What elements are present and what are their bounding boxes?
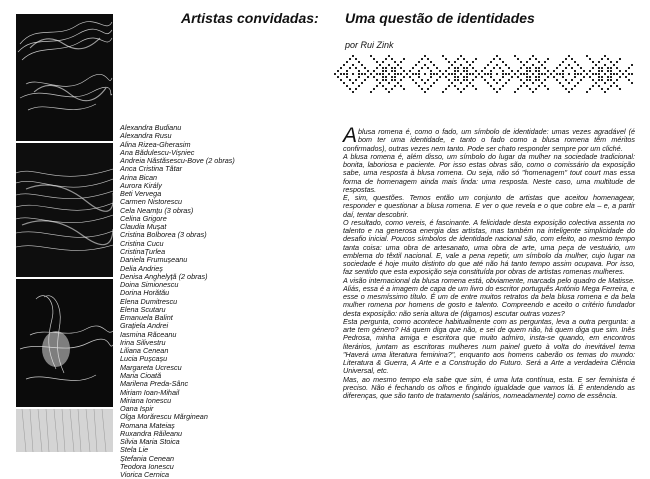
artist-name: Alexandra Budianu [120, 123, 182, 132]
artwork-image-4 [16, 409, 113, 452]
artist-name: Silvia Maria Stoica [120, 437, 180, 447]
article-body [343, 124, 635, 400]
artist-name: Doina Simionescu [120, 280, 179, 290]
artist-name: Emanuela Balint [120, 313, 173, 323]
artist-name: Maria Cioată [120, 370, 162, 380]
artist-name: Cristina Cucu [120, 238, 164, 248]
artist-name: Liliana Cenean [120, 346, 169, 356]
artwork-image-3 [16, 279, 113, 407]
artwork-thumbnails [16, 14, 113, 454]
artist-name: Marilena Preda-Sânc [120, 379, 189, 389]
artist-name: Alina Rizea-Gherasim [120, 139, 191, 149]
artist-name: Viorica Cernica [120, 470, 170, 479]
article-paragraph [343, 318, 635, 376]
artist-name: Anca Cristina Tătar [120, 164, 183, 174]
artist-name: Margareta Ucrescu [120, 362, 182, 372]
embroidery-pattern-image [334, 55, 634, 95]
artist-name: Lucia Pușcașu [120, 354, 168, 364]
article-byline: por Rui Zink [345, 40, 394, 50]
artist-name: Delia Andrieș [120, 263, 163, 273]
artist-name: Aurora Király [120, 180, 162, 190]
artist-name: Daniela Frumușeanu [120, 255, 188, 265]
paragraph-text: A visão internacional da blusa romena está, obviamente, marcada pelo quadro de Matisse. Aliás, essa é a imagem de capa de um livro do escritor português António Mega Ferreira, e esse o mesmíssimo título. É um de entre muitos retratos da bela blusa romena e da bela mulher romena por homens de gosto e talento. Compreendo e aceito o critério fundador desta exposição: não seria altura de (digamos) escutar outras vozes? [343, 275, 635, 318]
artist-name: Cela Neamțu (3 obras) [120, 205, 194, 215]
artist-name: Arina Bican [120, 172, 158, 182]
artist-name: Ana Bădulescu-Vișniec [120, 147, 195, 157]
artist-name: Carmen Nistorescu [120, 197, 183, 207]
artwork-image-2 [16, 143, 113, 277]
artist-name: Claudia Mușat [120, 222, 167, 232]
artwork-image-1 [16, 14, 113, 141]
artist-name: Alexandra Rusu [120, 131, 172, 141]
paragraph-text: blusa romena é, como o fado, um símbolo de identidade: umas vezes agradável (é bom ter uma identidade, e tanto o fado como a blusa romena têm méritos confirmados), outras vezes nem tanto. Pode ser chato responder sempre por um cliché. [343, 127, 635, 153]
artist-list [120, 124, 235, 479]
artist-name: Denisa Anghelуță (2 obras) [120, 271, 208, 281]
article-paragraph [343, 194, 635, 219]
article-paragraph [343, 124, 635, 153]
artist-name: Celina Grigore [120, 213, 167, 223]
paragraph-text: Esta pergunta, como acontece habitualmente com as perguntas, leva a outra pergunta: a arte tem género? Há quem diga que não, e sei de quem não, há quem diga que sim. Inês Pedrosa, minha amiga e escritora que muito admiro, insta-se quando, em encontros literários, juntam as escritoras mulheres num painel gueto à volta do inevitável tema "Haverá uma literatura feminina?", enquanto aos homens caberão os temas do mundo: Literatura & Guerra, A Arte e a Construção do Futuro. Será a Arte a verdadeira Ciência Universal, etc. [343, 316, 635, 376]
artist-name: Romana Mateiaș [120, 420, 175, 430]
artist-name: Olga Morărescu Mărginean [120, 412, 208, 422]
article-paragraph [343, 277, 635, 318]
paragraph-text: Mas, ao mesmo tempo ela sabe que sim, é uma luta contínua, esta. E ser feminista é preciso. Não é fechando os olhos e fingindo igualdade que vamos lá. É entendendo as diferenças, que são tanto de tratamento (salários, nomeadamente) como de essência. [343, 374, 635, 400]
artist-name: Beti Vervega [120, 189, 162, 199]
article-paragraph [343, 376, 635, 401]
article-title: Uma questão de identidades [345, 10, 535, 26]
artist-name: Ruxandra Răileanu [120, 428, 183, 438]
artist-name: Teodora Ionescu [120, 461, 174, 471]
artist-name: Elena Dumitrescu [120, 296, 178, 306]
drop-cap: A [343, 124, 358, 147]
artist-name: Dorina Horătău [120, 288, 170, 298]
invited-artists-heading: Artistas convidadas: [181, 10, 319, 26]
artist-name: CristinaȚurlea [120, 246, 166, 256]
artist-name: Elena Scutaru [120, 304, 166, 314]
artist-name: Grațiela Andrei [120, 321, 169, 331]
artist-name: Iasmina Răceanu [120, 329, 177, 339]
artist-name: Andreia Năstăsescu-Bove (2 obras) [120, 156, 235, 166]
paragraph-text: O resultado, como vereis, é fascinante. A felicidade desta exposição colectiva assenta no talento e na generosa energia das artistas, mas também na inteligente simplicidade do desafio inicial. Poucos símbolos de identidade nacional são, com efeito, ao mesmo tempo tanta coisa: uma obra de artesanato, uma obra de arte, uma peça de vestuário, um emblema do têxtil nacional. E, vale a pena repetir, um símbolo da mulher, cujo lugar na sociedade é hoje muito distinto do que até não há tanto tempo assim ocupava. Por isso, faz sentido que esta exposição seja constituída por obras de artistas romenas mulheres. [343, 217, 635, 277]
paragraph-text: E, sim, questões. Temos então um conjunto de artistas que aceitou homenagear, responder e questionar a blusa romena. E ver o que revela e o que cobre ela – e, a partir daí, tentar descobrir. [343, 193, 635, 219]
artist-name: Stela Lie [120, 445, 149, 455]
article-paragraph [343, 153, 635, 194]
artist-name: Miriam Ioan-Mihail [120, 387, 180, 397]
article-paragraph [343, 219, 635, 277]
artist-name: Cristina Bolborea (3 obras) [120, 230, 207, 240]
artist-name: Miriana Ionescu [120, 395, 172, 405]
paragraph-text: A blusa romena é, além disso, um símbolo do lugar da mulher na sociedade tradicional: bonita, laboriosa e paciente. Por isso estas obras são, como o comissário da exposição sabe, uma resposta à blusa romena. Ou seja, não só "homenagem" tout court mas essa forma de homenagem ainda mais linda: uma resposta. Neste caso, uma multitude de respostas. [343, 151, 635, 194]
artist-name: Ștefania Cenean [120, 453, 175, 463]
artist-name: Irina Silivestru [120, 337, 166, 347]
artist-name: Oana Ispir [120, 404, 154, 414]
